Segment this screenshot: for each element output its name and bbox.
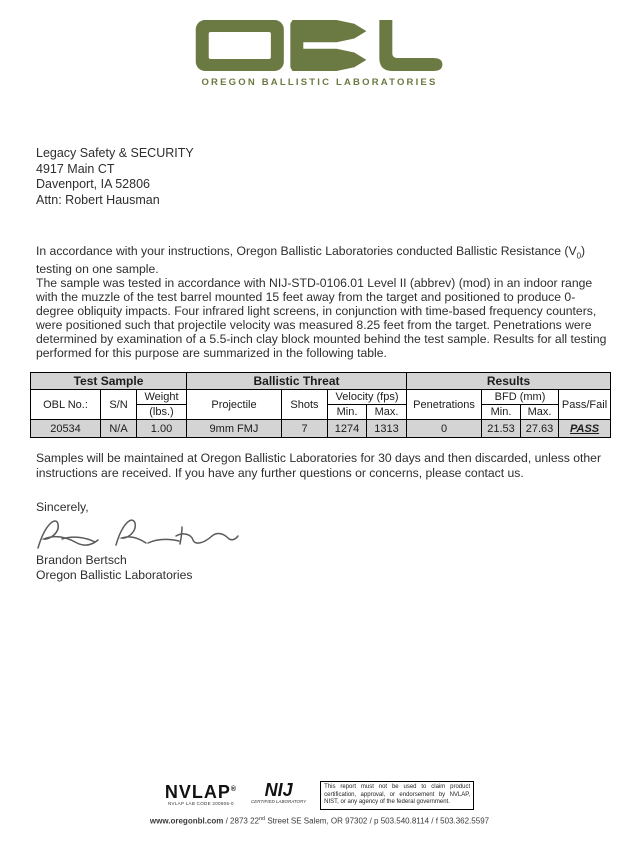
recipient-street: 4917 Main CT <box>36 161 115 176</box>
nij-certified-label: CERTIFIED LABORATORY <box>251 799 307 804</box>
nvlap-registered-mark: ® <box>230 786 238 793</box>
obl-bullets-logo-icon <box>195 20 445 71</box>
footer-address-ordinal: nd <box>258 815 266 822</box>
nvlap-lab-code: NVLAP LAB CODE 200806-0 <box>168 801 234 806</box>
signer-name: Brandon Bertsch <box>36 553 127 567</box>
group-test-sample: Test Sample <box>31 373 187 390</box>
paragraph-method: The sample was tested in accordance with NIJ-STD-0106.01 Level II (abbrev) (mod) in an indoor range with the muzzle of the test barrel mounted 15 feet away from the target and positioned to produce 0-degree obliquity impacts. Four infrared light screens, in conjunction with time-based frequency counters, were positioned such that projectile velocity was measured 8.25 feet from the target. Penetrations were determined by examination of a 5.5-inch clay block mounted behind the test sample. Results for all testing performed for this purpose are summarized in the following table. <box>36 276 607 360</box>
col-velocity: Velocity (fps) <box>328 390 407 405</box>
table-group-header-row <box>31 373 611 390</box>
cell-obl-no: 20534 <box>31 420 101 438</box>
sincerely-text: Sincerely, <box>36 500 89 514</box>
cell-projectile: 9mm FMJ <box>187 420 282 438</box>
col-projectile: Projectile <box>187 390 282 420</box>
logo-subtitle: OREGON BALLISTIC LABORATORIES <box>201 77 438 88</box>
col-sn: S/N <box>101 390 137 420</box>
cell-shots: 7 <box>282 420 328 438</box>
signer-org: Oregon Ballistic Laboratories <box>36 568 193 582</box>
nvlap-logo-text <box>165 781 237 801</box>
recipient-company: Legacy Safety & SECURITY <box>36 146 194 160</box>
footer-address-pre: / 2873 22 <box>223 816 259 826</box>
paragraph-intro-tail: ) testing on one sample. <box>36 244 586 277</box>
cell-penetrations: 0 <box>407 420 482 438</box>
footer-website: www.oregonbl.com <box>149 816 224 826</box>
cell-velocity-max: 1313 <box>367 420 407 438</box>
col-obl-no: OBL No.: <box>31 390 101 420</box>
handwritten-signature-icon <box>32 512 242 559</box>
results-table <box>30 372 611 438</box>
body-text <box>36 245 612 361</box>
footer-address-line <box>0 816 639 826</box>
recipient-city: Davenport, IA 52806 <box>36 177 150 191</box>
nij-name: NIJ <box>264 780 293 800</box>
cell-sn: N/A <box>101 420 137 438</box>
nvlap-logo-icon <box>165 781 237 806</box>
signer-block <box>36 553 193 583</box>
company-logo <box>0 20 639 88</box>
col-weight-unit: (lbs.) <box>137 405 187 420</box>
footer-address-post: Street SE Salem, OR 97302 / p 503.540.8114 / f 503.362.5597 <box>265 816 490 826</box>
cell-bfd-min: 21.53 <box>482 420 521 438</box>
cell-velocity-min: 1274 <box>328 420 367 438</box>
v0-subscript: 0 <box>576 251 582 261</box>
col-bfd-min: Min. <box>482 405 521 420</box>
pass-fail-value: PASS <box>569 422 600 435</box>
footer-logos <box>0 781 639 810</box>
paragraph-intro <box>36 245 612 277</box>
paragraph-intro-text: In accordance with your instructions, Oregon Ballistic Laboratories conducted Ballistic Resistance (V <box>36 244 577 258</box>
recipient-attn: Attn: Robert Hausman <box>36 192 160 207</box>
table-subheader-row-1 <box>31 390 611 405</box>
table-data-row <box>31 420 611 438</box>
col-velocity-max: Max. <box>367 405 407 420</box>
cell-bfd-max: 27.63 <box>521 420 559 438</box>
results-table-wrap <box>30 372 610 438</box>
disclaimer-box: This report must not be used to claim product certification, approval, or endorsement by NVLAP, NIST, or any agency of the federal government. <box>320 781 474 810</box>
cell-weight: 1.00 <box>137 420 187 438</box>
samples-retention-text: Samples will be maintained at Oregon Ballistic Laboratories for 30 days and then discarded, unless other instructions are received. If you have any further questions or concerns, please contact us. <box>36 451 602 480</box>
col-bfd-max: Max. <box>521 405 559 420</box>
group-results: Results <box>407 373 611 390</box>
group-ballistic-threat: Ballistic Threat <box>187 373 407 390</box>
col-shots: Shots <box>282 390 328 420</box>
col-penetrations: Penetrations <box>407 390 482 420</box>
col-passfail: Pass/Fail <box>559 390 611 420</box>
col-weight: Weight <box>137 390 187 405</box>
nij-logo-icon <box>251 781 306 804</box>
col-bfd: BFD (mm) <box>482 390 559 405</box>
page-footer <box>0 781 639 825</box>
nvlap-name: NVLAP <box>164 782 231 802</box>
recipient-address-block <box>36 146 194 208</box>
col-velocity-min: Min. <box>328 405 367 420</box>
cell-pass-fail <box>559 420 611 438</box>
